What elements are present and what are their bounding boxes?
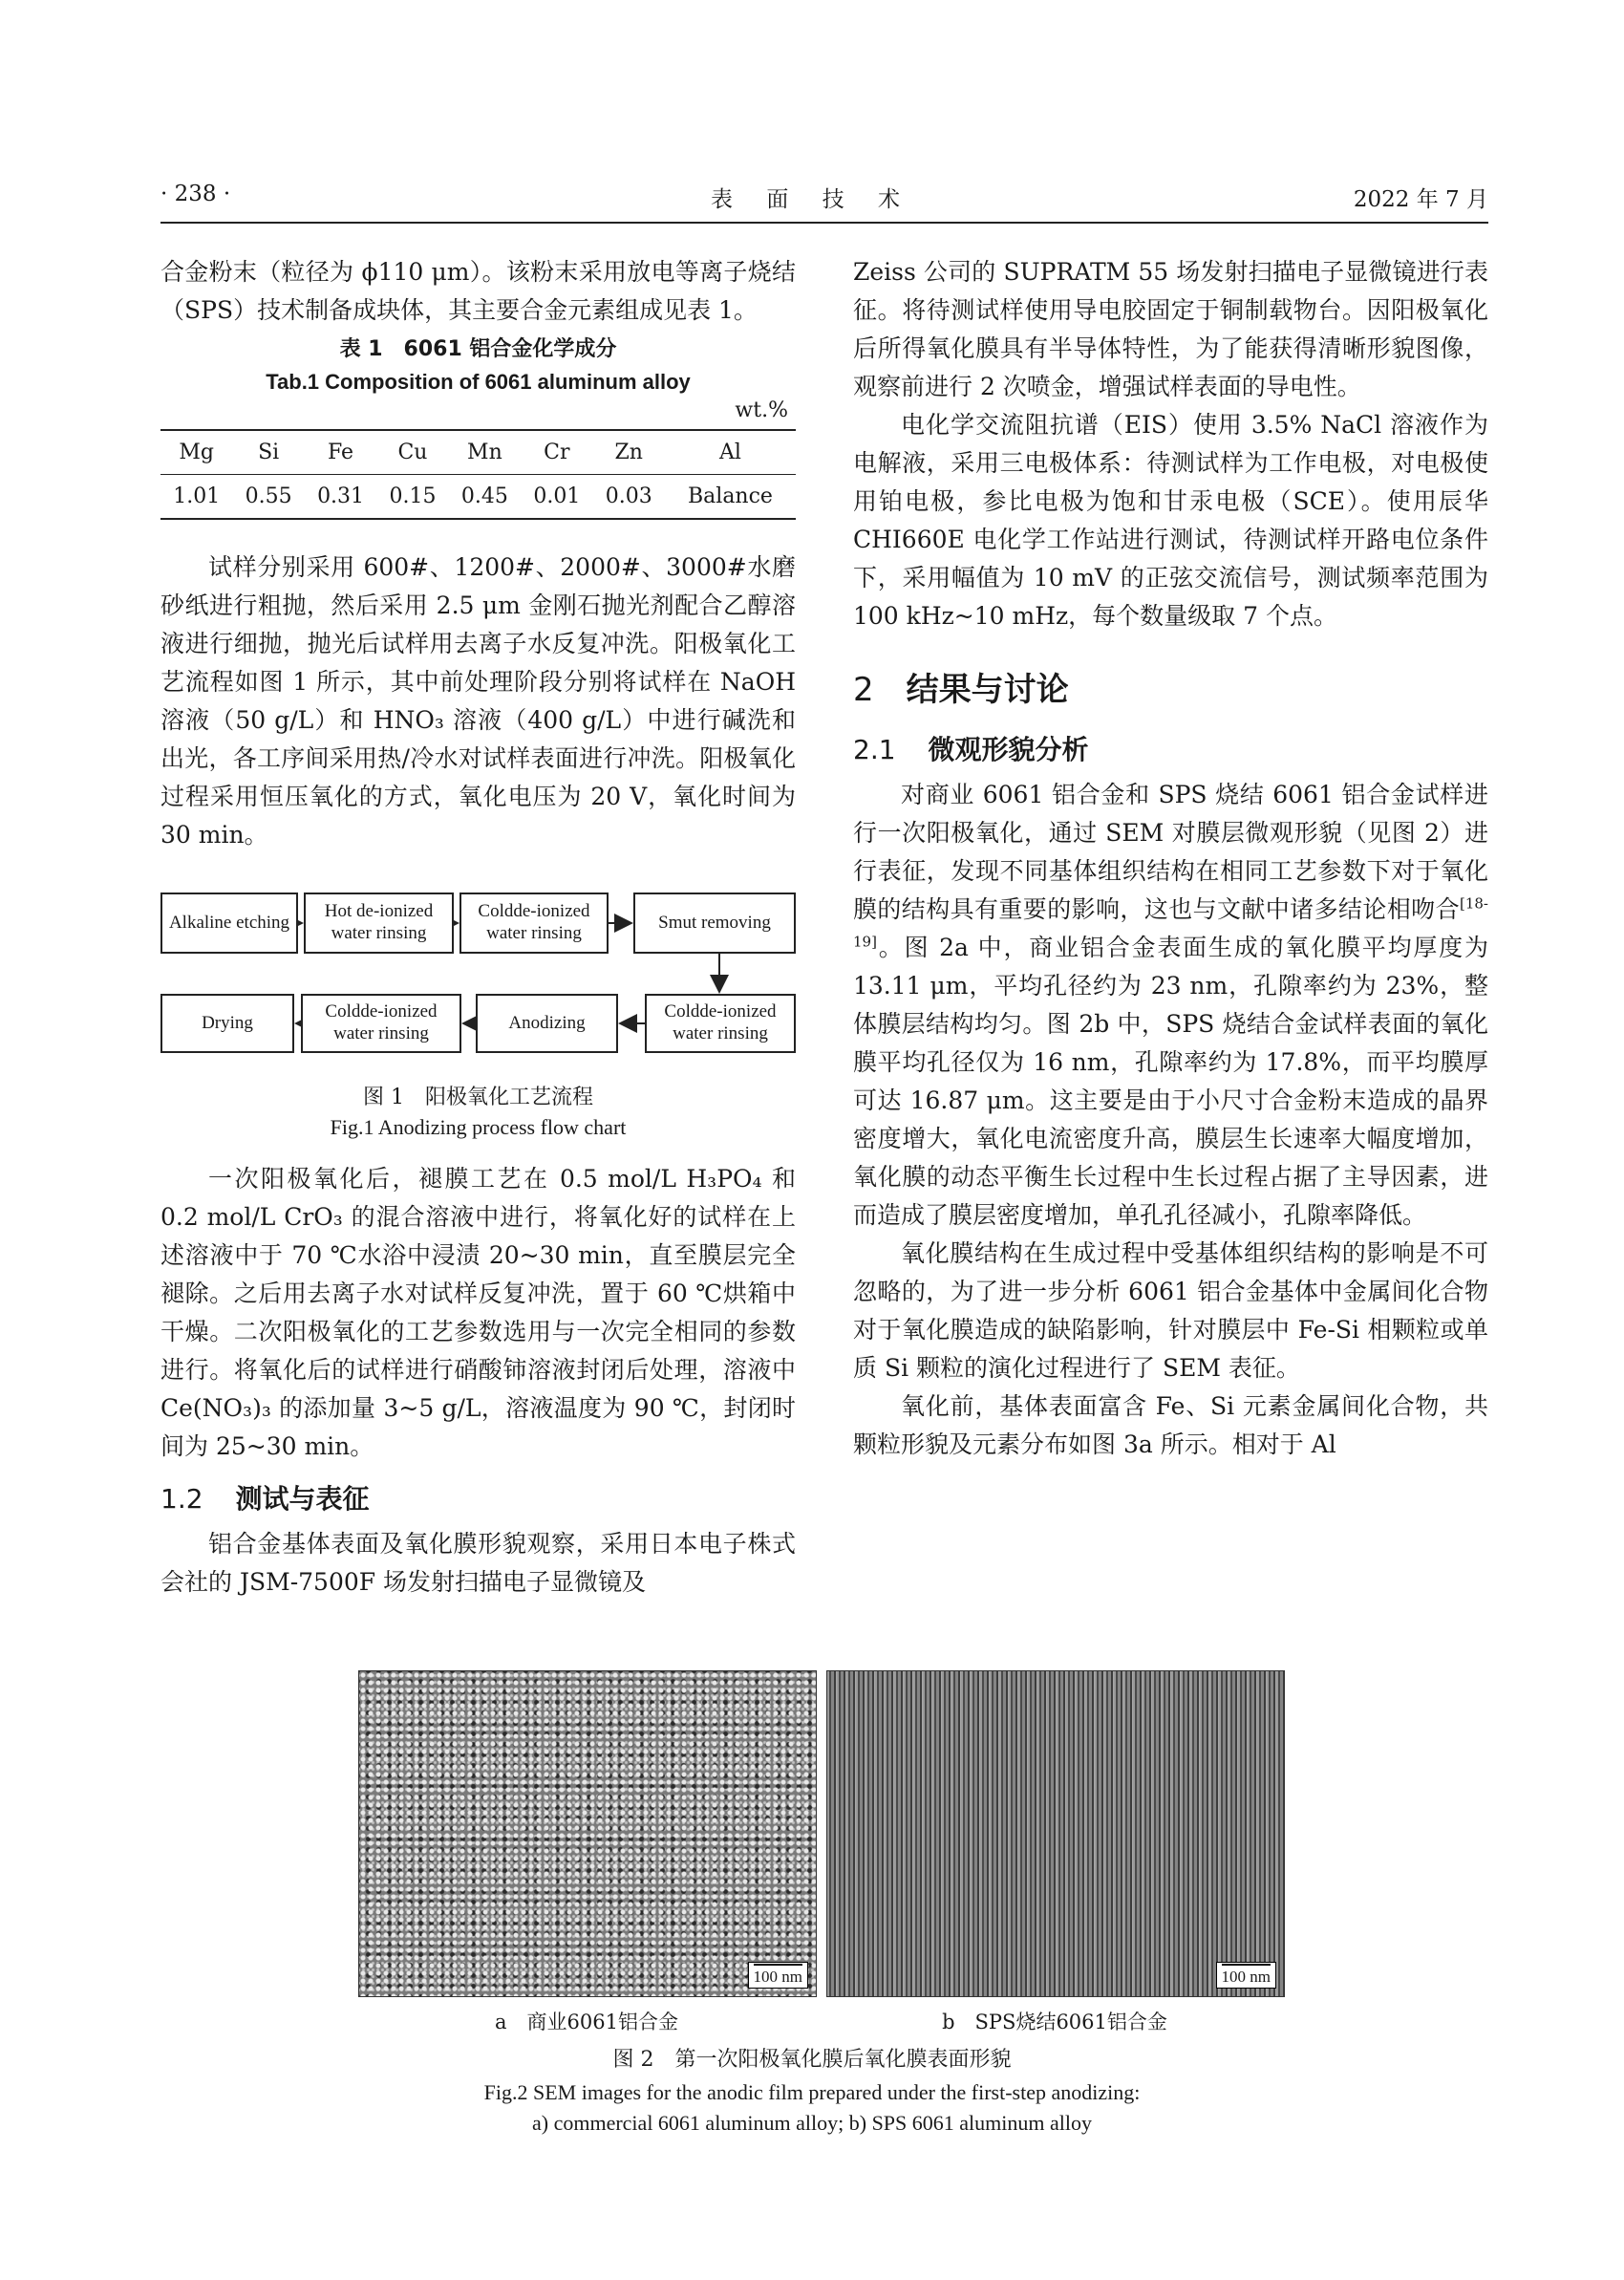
table-1-unit: wt.% [735, 398, 788, 423]
table-1-caption-cn: 表 1 6061 铝合金化学成分 [339, 337, 617, 361]
sublabel-a: a 商业6061铝合金 [495, 2011, 678, 2033]
right-paragraph-4: 氧化膜结构在生成过程中受基体组织结构的影响是不可忽略的，为了进一步分析 6061 铝合金基体中金属间化合物对于氧化膜造成的缺陷影响，针对膜层中 Fe-Si 相颗粒或单质 Si 颗粒的演化过程进行了 SEM 表征。 [853, 1239, 1488, 1382]
table-cell: 0.55 [245, 484, 292, 508]
right-paragraph-2: 电化学交流阻抗谱（EIS）使用 3.5% NaCl 溶液作为电解液，采用三电极体系：待测试样为工作电极，对电极使用铂电极，参比电极为饱和甘汞电极（SCE）。使用辰华 CHI660E 电化学工作站进行测试，待测试样开路电位条件下，采用幅值为 10 mV 的正弦交流信号，测试频率范围为 100 kHz~10 mHz，每个数量级取 7 个点。 [853, 411, 1488, 630]
figure-2-caption-cn: 图 2 第一次阳极氧化膜后氧化膜表面形貌 [612, 2048, 1012, 2072]
left-paragraph-2: 试样分别采用 600#、1200#、2000#、3000#水磨砂纸进行粗抛，然后采用 2.5 μm 金刚石抛光剂配合乙醇溶液进行细抛，抛光后试样用去离子水反复冲洗。阳极氧化工艺流程如图 1 所示，其中前处理阶段分别将试样在 NaOH 溶液（50 g/L）和 HNO₃ 溶液（400 g/L）中进行碱洗和出光，各工序间采用热/冷水对试样表面进行冲洗。阳极氧化过程采用恒压氧化的方式，氧化电压为 20 V，氧化时间为 30 min。 [160, 553, 796, 850]
scale-line [1222, 1964, 1271, 1966]
scale-bar [748, 1962, 808, 1989]
table-row [160, 474, 796, 519]
scale-bar [1216, 1962, 1276, 1989]
section-title: 结果与讨论 [906, 671, 1069, 709]
left-paragraph-4: 铝合金基体表面及氧化膜形貌观察，采用日本电子株式会社的 JSM-7500F 场发射扫描电子显微镜及 [160, 1529, 796, 1596]
section-number: 2 [853, 671, 874, 709]
step-hot-rinse: Hot de-ionized water rinsing [304, 893, 454, 954]
header-rule [160, 222, 1488, 224]
left-paragraph-3: 一次阳极氧化后，褪膜工艺在 0.5 mol/L H₃PO₄ 和 0.2 mol/L CrO₃ 的混合溶液中进行，将氧化好的试样在上述溶液中于 70 ℃水浴中浸渍 20~30 min，直至膜层完全褪除。之后用去离子水对试样反复冲洗，置于 60 ℃烘箱中干燥。二次阳极氧化的工艺参数选用与一次完全相同的参数进行。将氧化后的试样进行硝酸铈溶液封闭后处理，溶液中 Ce(NO₃)₃ 的添加量 3~5 g/L，溶液温度为 90 ℃，封闭时间为 25~30 min。 [160, 1164, 796, 1460]
sublabel-b: b SPS烧结6061铝合金 [942, 2011, 1167, 2033]
col-header: Cr [544, 440, 570, 464]
step-smut-removing: Smut removing [633, 893, 796, 954]
step-alkaline-etching: Alkaline etching [160, 893, 298, 954]
sem-image-commercial [358, 1670, 817, 1997]
scale-label: 100 nm [753, 1967, 802, 1986]
col-header: Si [258, 440, 280, 464]
right-paragraph-1: Zeiss 公司的 SUPRATM 55 场发射扫描电子显微镜进行表征。将待测试样使用导电胶固定于铜制载物台。因阳极氧化后所得氧化膜具有半导体特性，为了能获得清晰形貌图像，观察前进行 2 次喷金，增强试样表面的导电性。 [853, 258, 1488, 400]
table-header-row [160, 430, 796, 475]
left-paragraph-1: 合金粉末（粒径为 ϕ110 μm）。该粉末采用放电等离子烧结（SPS）技术制备成块体，其主要合金元素组成见表 1。 [160, 258, 796, 324]
col-header: Fe [328, 440, 354, 464]
col-header: Cu [397, 440, 428, 464]
figure-2-caption-en-2: a) commercial 6061 aluminum alloy; b) SPS 6061 aluminum alloy [532, 2111, 1092, 2135]
table-cell: 0.03 [605, 484, 652, 508]
col-header: Zn [614, 440, 643, 464]
section-title: 微观形貌分析 [928, 734, 1089, 765]
col-header: Mg [179, 440, 215, 464]
section-2-1-heading [853, 730, 1488, 770]
citation-ref: [18-19] [853, 894, 1488, 951]
scale-label: 100 nm [1221, 1967, 1271, 1986]
section-2-heading [853, 666, 1488, 715]
section-1-2-heading [160, 1479, 796, 1519]
composition-table [160, 429, 796, 520]
figure-1-caption-cn: 图 1 阳极氧化工艺流程 [363, 1086, 593, 1110]
figure-1-caption-en: Fig.1 Anodizing process flow chart [330, 1115, 627, 1140]
journal-title: 表 面 技 术 [711, 187, 913, 212]
table-cell: 0.31 [317, 484, 365, 508]
section-title: 测试与表征 [235, 1482, 370, 1515]
paragraph-text: 。图 2a 中，商业铝合金表面生成的氧化膜平均厚度为 13.11 μm，平均孔径约为 23 nm，孔隙率约为 23%，整体膜层结构均匀。图 2b 中，SPS 烧结合金试样表面的氧化膜平均孔径仅为 16 nm，孔隙率约为 17.8%，而平均膜厚可达 16.87 μm。这主要是由于小尺寸合金粉末造成的晶界密度增大，氧化电流密度升高，膜层生长速率大幅度增加，氧化膜的动态平衡生长过程中生长过程占据了主导因素，进而造成了膜层密度增加，单孔孔径减小，孔隙率降低。 [853, 934, 1488, 1229]
step-cold-rinse-3: Coldde-ionized water rinsing [301, 994, 461, 1053]
paragraph-text: 对商业 6061 铝合金和 SPS 烧结 6061 铝合金试样进行一次阳极氧化，通过 SEM 对膜层微观形貌（见图 2）进行表征，发现不同基体组织结构在相同工艺参数下对于氧化膜的结构具有重要的影响，这也与文献中诸多结论相吻合 [853, 781, 1488, 923]
section-number: 2.1 [853, 734, 896, 765]
table-cell: Balance [688, 484, 773, 508]
table-cell: 0.45 [460, 484, 508, 508]
figure-1-flowchart [160, 893, 796, 1074]
table-cell: 1.01 [173, 484, 221, 508]
col-header: Mn [467, 440, 502, 464]
page-number: · 238 · [160, 182, 231, 206]
scale-line [754, 1964, 802, 1966]
right-paragraph-5: 氧化前，基体表面富含 Fe、Si 元素金属间化合物，共颗粒形貌及元素分布如图 3a 所示。相对于 Al [853, 1392, 1488, 1458]
step-drying: Drying [160, 994, 294, 1053]
col-header: Al [719, 440, 741, 464]
sem-image-sps [826, 1670, 1285, 1997]
left-column [160, 253, 796, 1602]
right-column [853, 253, 1488, 1464]
step-cold-rinse-2: Coldde-ionized water rinsing [645, 994, 796, 1053]
table-1-caption-en: Tab.1 Composition of 6061 aluminum alloy [266, 370, 691, 395]
figure-2-caption-en-1: Fig.2 SEM images for the anodic film prepared under the first-step anodizing: [483, 2080, 1141, 2104]
issue-date: 2022 年 7 月 [1353, 187, 1488, 212]
right-paragraph-3 [853, 776, 1488, 1235]
step-cold-rinse-1: Coldde-ionized water rinsing [459, 893, 609, 954]
table-1 [160, 333, 796, 520]
section-number: 1.2 [160, 1482, 203, 1515]
table-cell: 0.01 [533, 484, 581, 508]
table-cell: 0.15 [389, 484, 437, 508]
step-anodizing: Anodizing [476, 994, 618, 1053]
